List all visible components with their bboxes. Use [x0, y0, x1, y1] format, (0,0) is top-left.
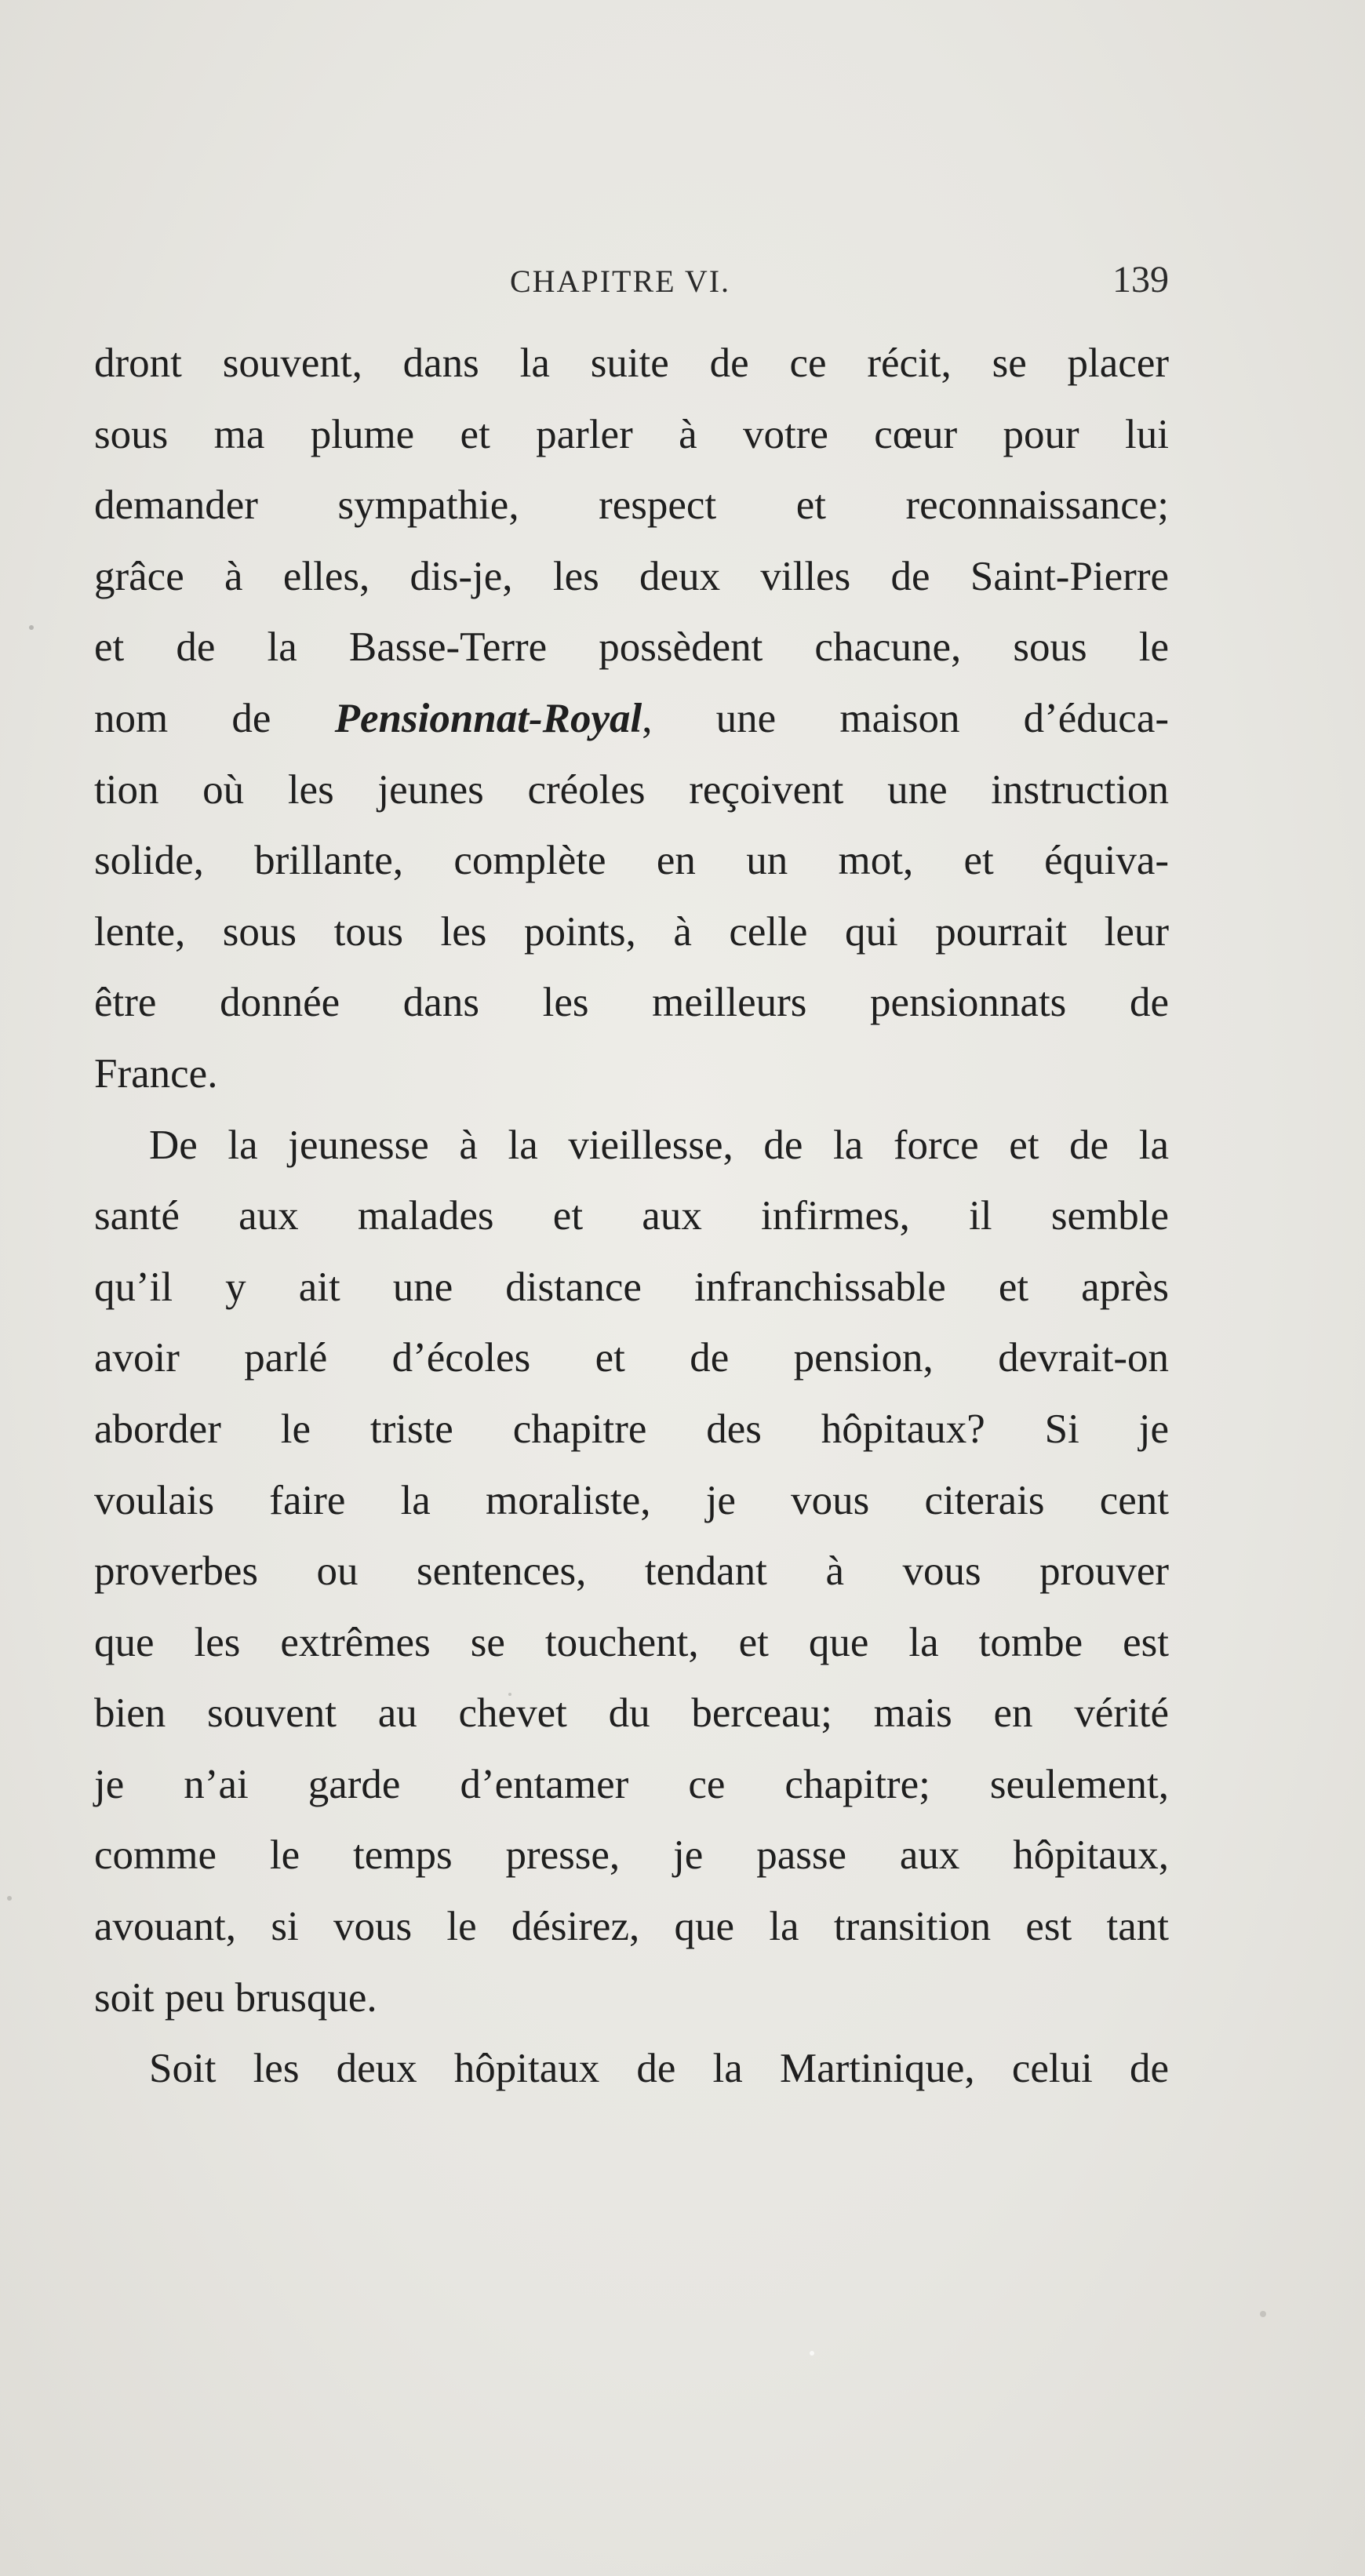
text-line: et de la Basse-Terre possèdent chacune, sous le [94, 624, 1169, 671]
italic-title: Pensionnat-Royal [334, 695, 642, 741]
text-line: demander sympathie, respect et reconnaissance; [94, 482, 1169, 529]
text-line: avouant, si vous le désirez, que la transition est tant [94, 1904, 1169, 1950]
text-line: tion où les jeunes créoles reçoivent une instruction [94, 766, 1169, 813]
text-line: santé aux malades et aux infirmes, il semble [94, 1193, 1169, 1239]
text-line: voulais faire la moraliste, je vous citerais cent [94, 1477, 1169, 1523]
text-line: De la jeunesse à la vieillesse, de la force et de la [149, 1122, 1169, 1168]
text-line: solide, brillante, complète en un mot, et équiva- [94, 838, 1169, 884]
text-line: aborder le triste chapitre des hôpitaux? Si je [94, 1406, 1169, 1452]
text-line: Soit les deux hôpitaux de la Martinique, celui de [149, 2046, 1169, 2092]
text-line: avoir parlé d’écoles et de pension, devrait-on [94, 1335, 1169, 1381]
text-line: être donnée dans les meilleurs pensionnats de [94, 980, 1169, 1026]
text-line: qu’il y ait une distance infranchissable et après [94, 1264, 1169, 1310]
text-line: sous ma plume et parler à votre cœur pour lui [94, 411, 1169, 457]
text-line: grâce à elles, dis-je, les deux villes de Saint-Pierre [94, 553, 1169, 599]
text-line: proverbes ou sentences, tendant à vous prouver [94, 1548, 1169, 1595]
page-number: 139 [1112, 259, 1169, 300]
text-line: bien souvent au chevet du berceau; mais en vérité [94, 1690, 1169, 1737]
running-head [94, 259, 1169, 310]
text-line [94, 683, 1169, 755]
body-text [94, 328, 1169, 2105]
text-line: lente, sous tous les points, à celle qui pourrait leur [94, 908, 1169, 955]
text-line: je n’ai garde d’entamer ce chapitre; seulement, [94, 1761, 1169, 1807]
text-line: que les extrêmes se touchent, et que la tombe est [94, 1619, 1169, 1665]
text-line: comme le temps presse, je passe aux hôpitaux, [94, 1832, 1169, 1879]
chapter-title: CHAPITRE VI. [510, 264, 731, 299]
text-line: France. [94, 1050, 218, 1097]
text-line: soit peu brusque. [94, 1974, 377, 2021]
text-segment: nom de [94, 695, 335, 741]
text-line: dront souvent, dans la suite de ce récit, se placer [94, 340, 1169, 386]
text-segment: , une maison d’éduca- [642, 695, 1170, 741]
